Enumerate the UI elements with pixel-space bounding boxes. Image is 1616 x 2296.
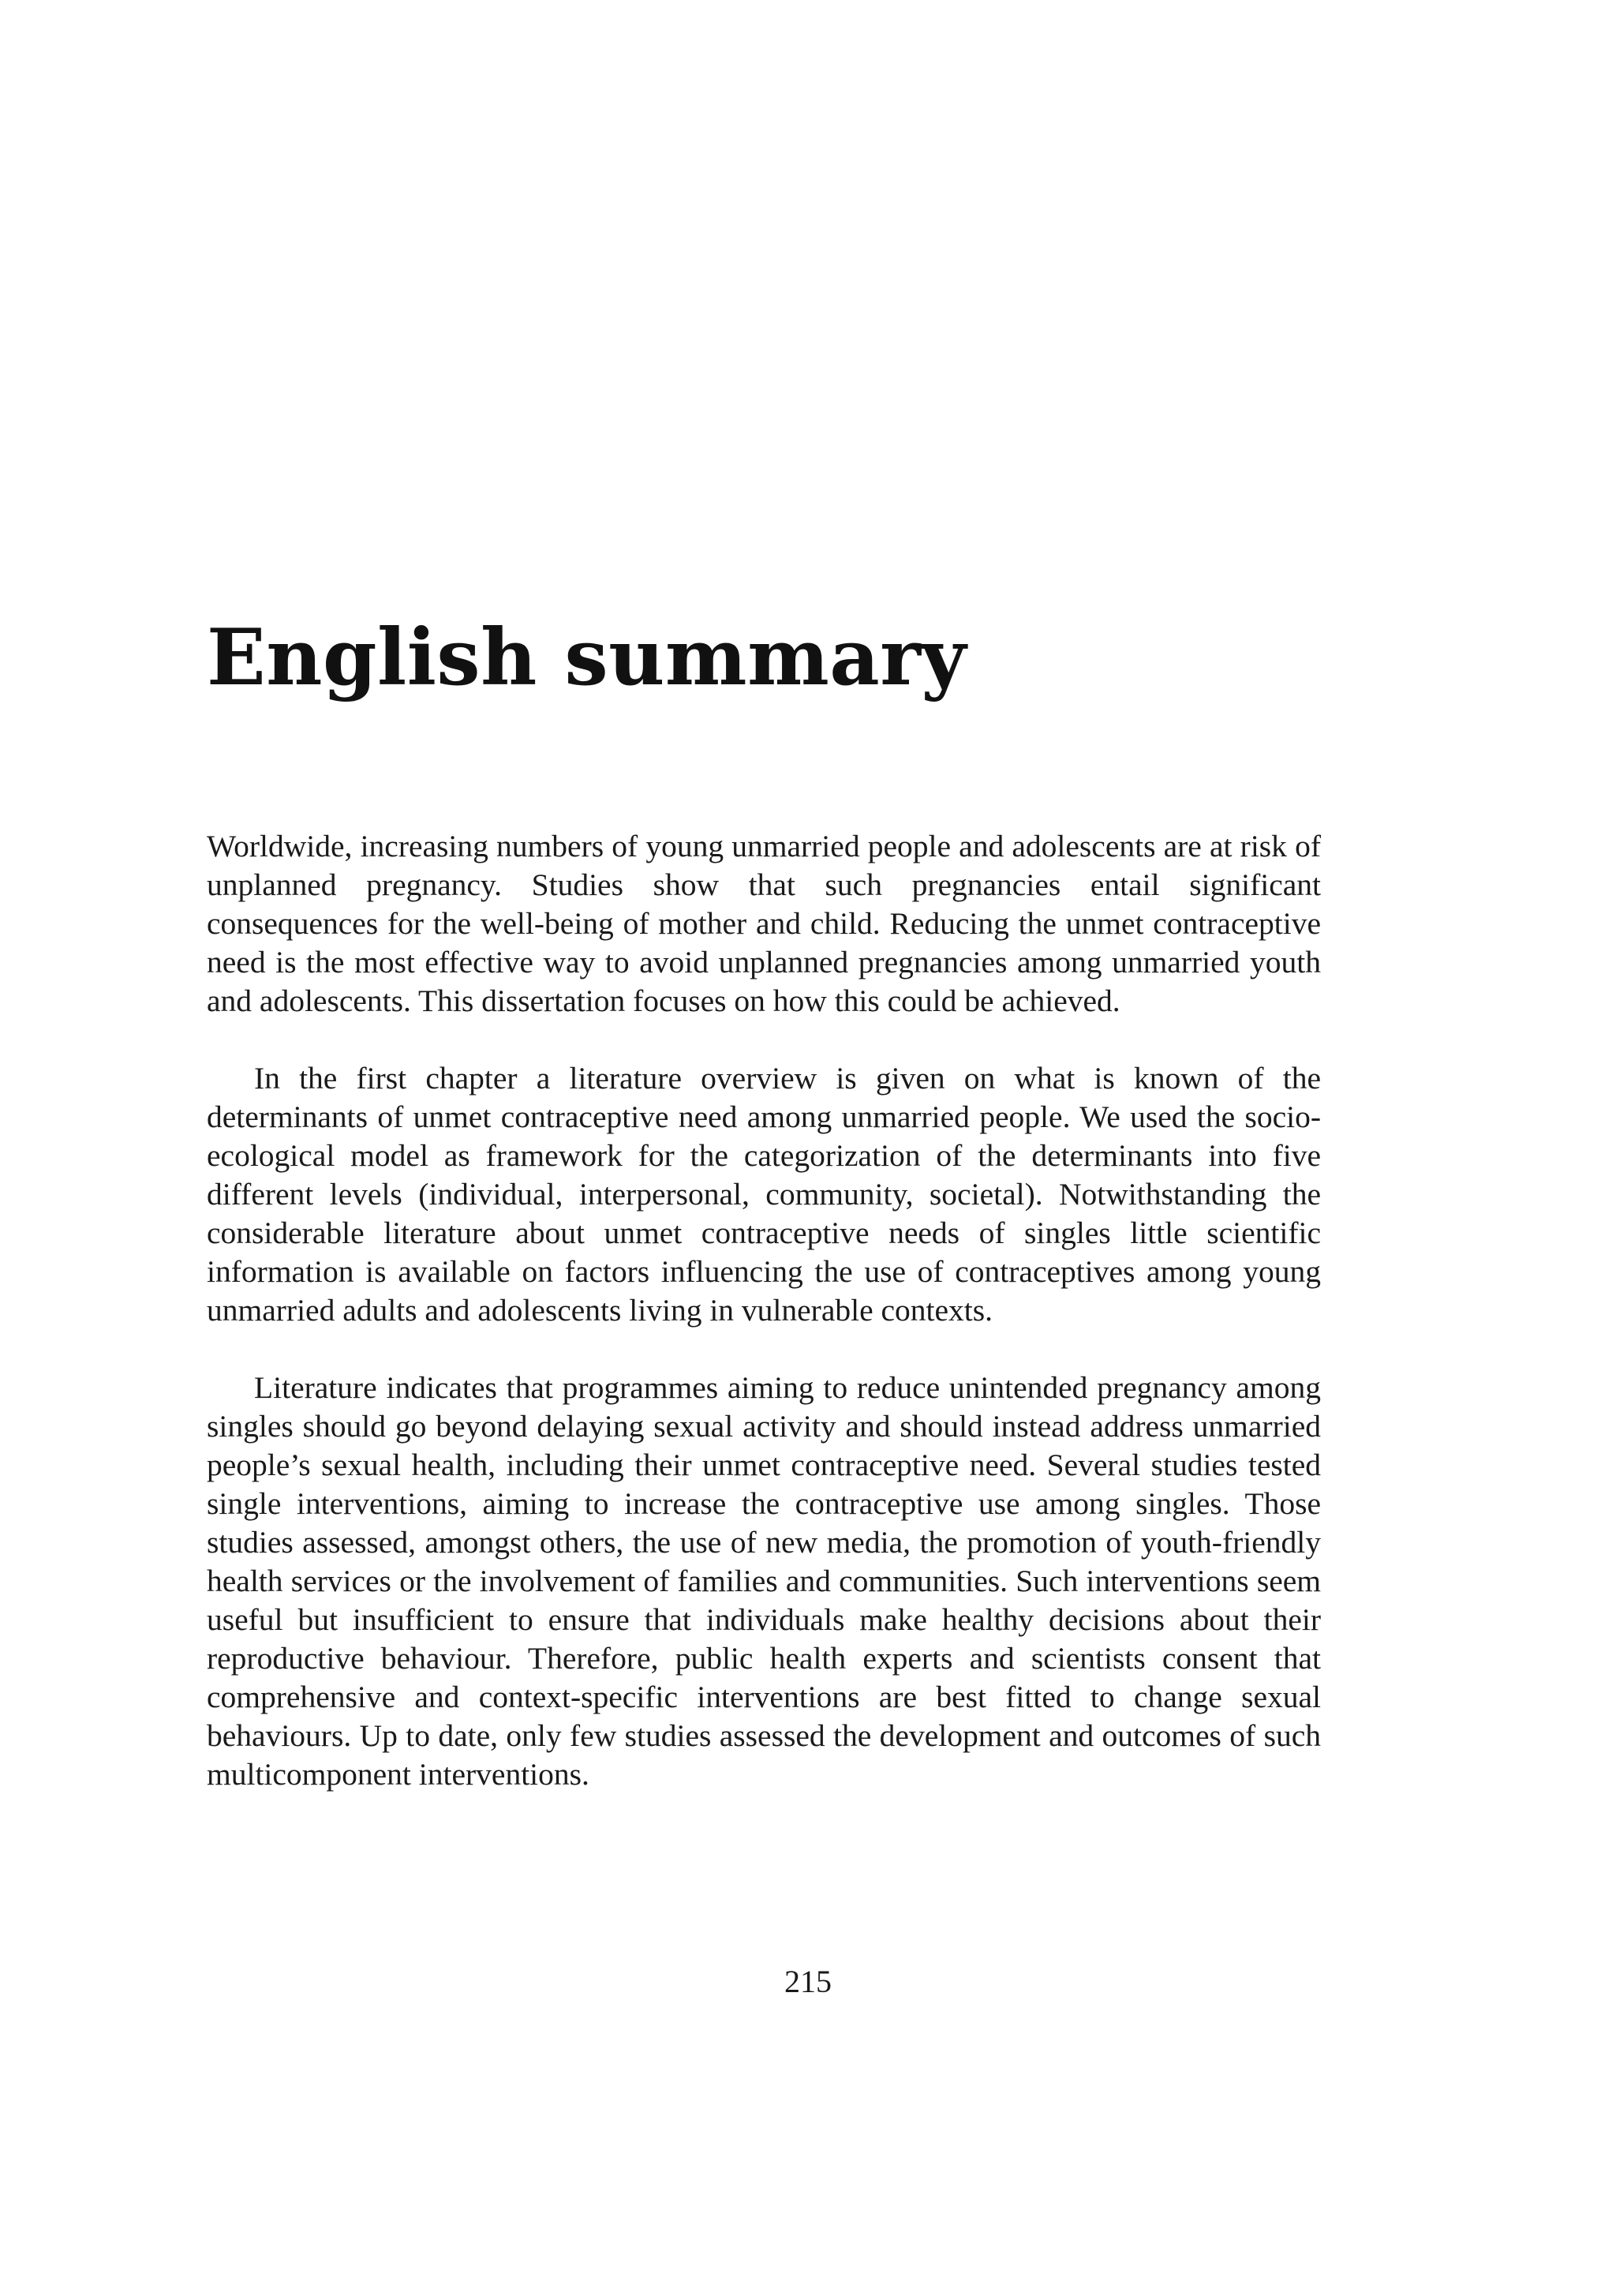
page-number: 215 xyxy=(784,1964,832,1999)
paragraph-3: Literature indicates that programmes aiming to reduce unintended pregnancy among singles should go beyond delaying sexual activity and should instead address unmarried people’s sexual health, including their unmet contraceptive need. Several studies tested single interventions, aiming to increase the contraceptive use among singles. Those studies assessed, amongst others, the use of new media, the promotion of youth-friendly health services or the involvement of families and communities. Such interventions seem useful but insufficient to ensure that individuals make healthy decisions about their reproductive behaviour. Therefore, public health experts and scientists consent that comprehensive and context-specific interventions are best fitted to change sexual behaviours. Up to date, only few studies assessed the development and outcomes of such multicomponent interventions. xyxy=(207,1370,1321,1792)
body-text xyxy=(207,827,1321,1794)
chapter-title: English summary xyxy=(207,612,967,703)
paragraph-2: In the first chapter a literature overview is given on what is known of the determinants of unmet contraceptive need among unmarried people. We used the socio-ecological model as framework for the categorization of the determinants into five different levels (individual, interpersonal, community, societal). Notwithstanding the considerable literature about unmet contraceptive needs of singles little scientific information is available on factors influencing the use of contraceptives among young unmarried adults and adolescents living in vulnerable contexts. xyxy=(207,1061,1321,1328)
paragraph-1: Worldwide, increasing numbers of young unmarried people and adolescents are at risk of unplanned pregnancy. Studies show that such pregnancies entail significant consequences for the well-being of mother and child. Reducing the unmet contraceptive need is the most effective way to avoid unplanned pregnancies among unmarried youth and adolescents. This dissertation focuses on how this could be achieved. xyxy=(207,829,1321,1018)
